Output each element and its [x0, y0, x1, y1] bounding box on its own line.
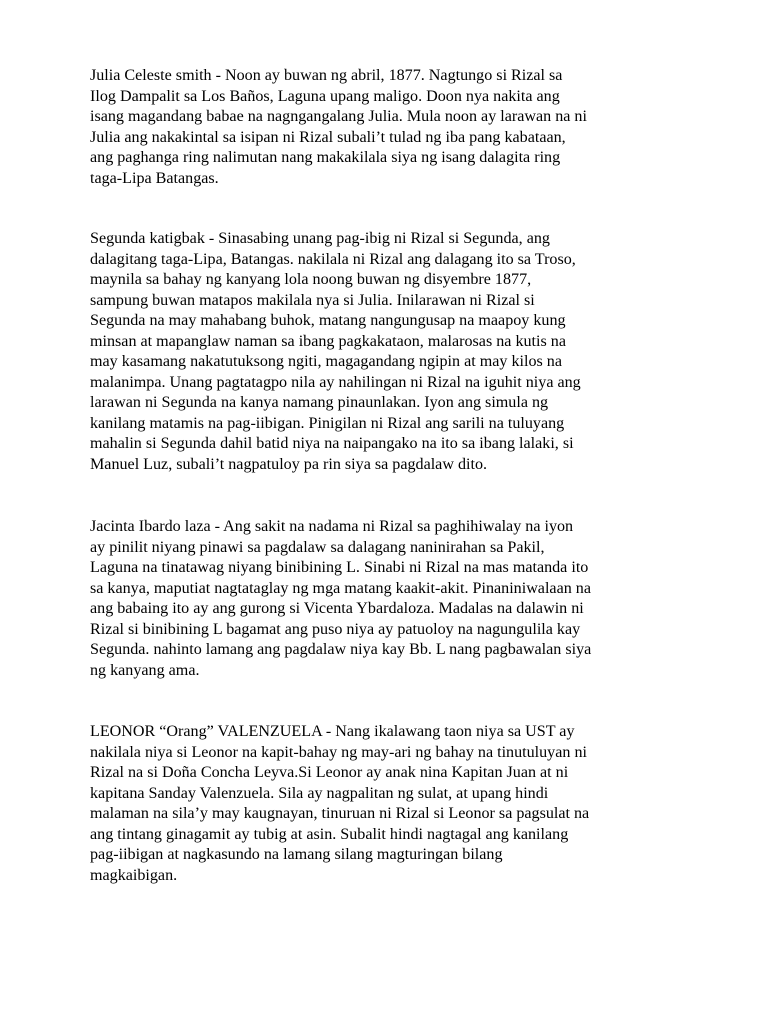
paragraph-leonor-valenzuela: LEONOR “Orang” VALENZUELA - Nang ikalawang taon niya sa UST ay nakilala niya si Leonor na kapit-bahay ng may-ari ng bahay na tinutuluyan ni Rizal na si Doña Concha Leyva.Si Leonor ay anak nina Kapitan Juan at ni kapitana Sanday Valenzuela. Sila ay nagpalitan ng sulat, at upang hindi malaman na sila’y may kaugnayan, tinuruan ni Rizal si Leonor sa pagsulat na ang tintang ginagamit ay tubig at asin. Subalit hindi nagtagal ang kanilang pag-iibigan at nagkasundo na lamang silang magturingan bilang magkaibigan.: [90, 723, 590, 884]
document-body: [90, 66, 690, 886]
paragraph-julia-celeste-smith: Julia Celeste smith - Noon ay buwan ng abril, 1877. Nagtungo si Rizal sa Ilog Dampalit sa Los Baños, Laguna upang maligo. Doon nya nakita ang isang magandang babae na nagngangalang Julia. Mula noon ay larawan na ni Julia ang nakakintal sa isipan ni Rizal subali’t tulad ng iba pang kabataan, ang paghanga ring nalimutan nang makakilala siya ng isang dalagita ring taga-Lipa Batangas.: [90, 67, 587, 187]
paragraph-segunda-katigbak: Segunda katigbak - Sinasabing unang pag-ibig ni Rizal si Segunda, ang dalagitang taga-Lipa, Batangas. nakilala ni Rizal ang dalagang ito sa Troso, maynila sa bahay ng kanyang lola noong buwan ng disyembre 1877, sampung buwan matapos makilala nya si Julia. Inilarawan ni Rizal si Segunda na may mahabang buhok, matang nangungusap na maapoy kung minsan at mapanglaw naman sa ibang pagkakataon, malarosas na kutis na may kasamang nakatutuksong ngiti, magagandang ngipin at may kilos na malanimpa. Unang pagtatagpo nila ay nahilingan ni Rizal na iguhit niya ang larawan ni Segunda na kanya namang pinaunlakan. Iyon ang simula ng kanilang matamis na pag-iibigan. Pinigilan ni Rizal ang sarili na tuluyang mahalin si Segunda dahil batid niya na naipangako na ito sa ibang lalaki, si Manuel Luz, subali’t nagpatuloy pa rin siya sa pagdalaw dito.: [90, 230, 581, 473]
paragraph-jacinta-ibardo-laza: Jacinta Ibardo laza - Ang sakit na nadama ni Rizal sa paghihiwalay na iyon ay pinilit niyang pinawi sa pagdalaw sa dalagang naninirahan sa Pakil, Laguna na tinatawag niyang binibining L. Sinabi ni Rizal na mas matanda ito sa kanya, maputiat nagtataglay ng mga matang kaakit-akit. Pinaniniwalaan na ang babaing ito ay ang gurong si Vicenta Ybardaloza. Madalas na dalawin ni Rizal si binibining L bagamat ang puso niya ay patuoloy na nagungulila kay Segunda. nahinto lamang ang pagdalaw niya kay Bb. L nang pagbawalan siya ng kanyang ama.: [90, 518, 592, 679]
